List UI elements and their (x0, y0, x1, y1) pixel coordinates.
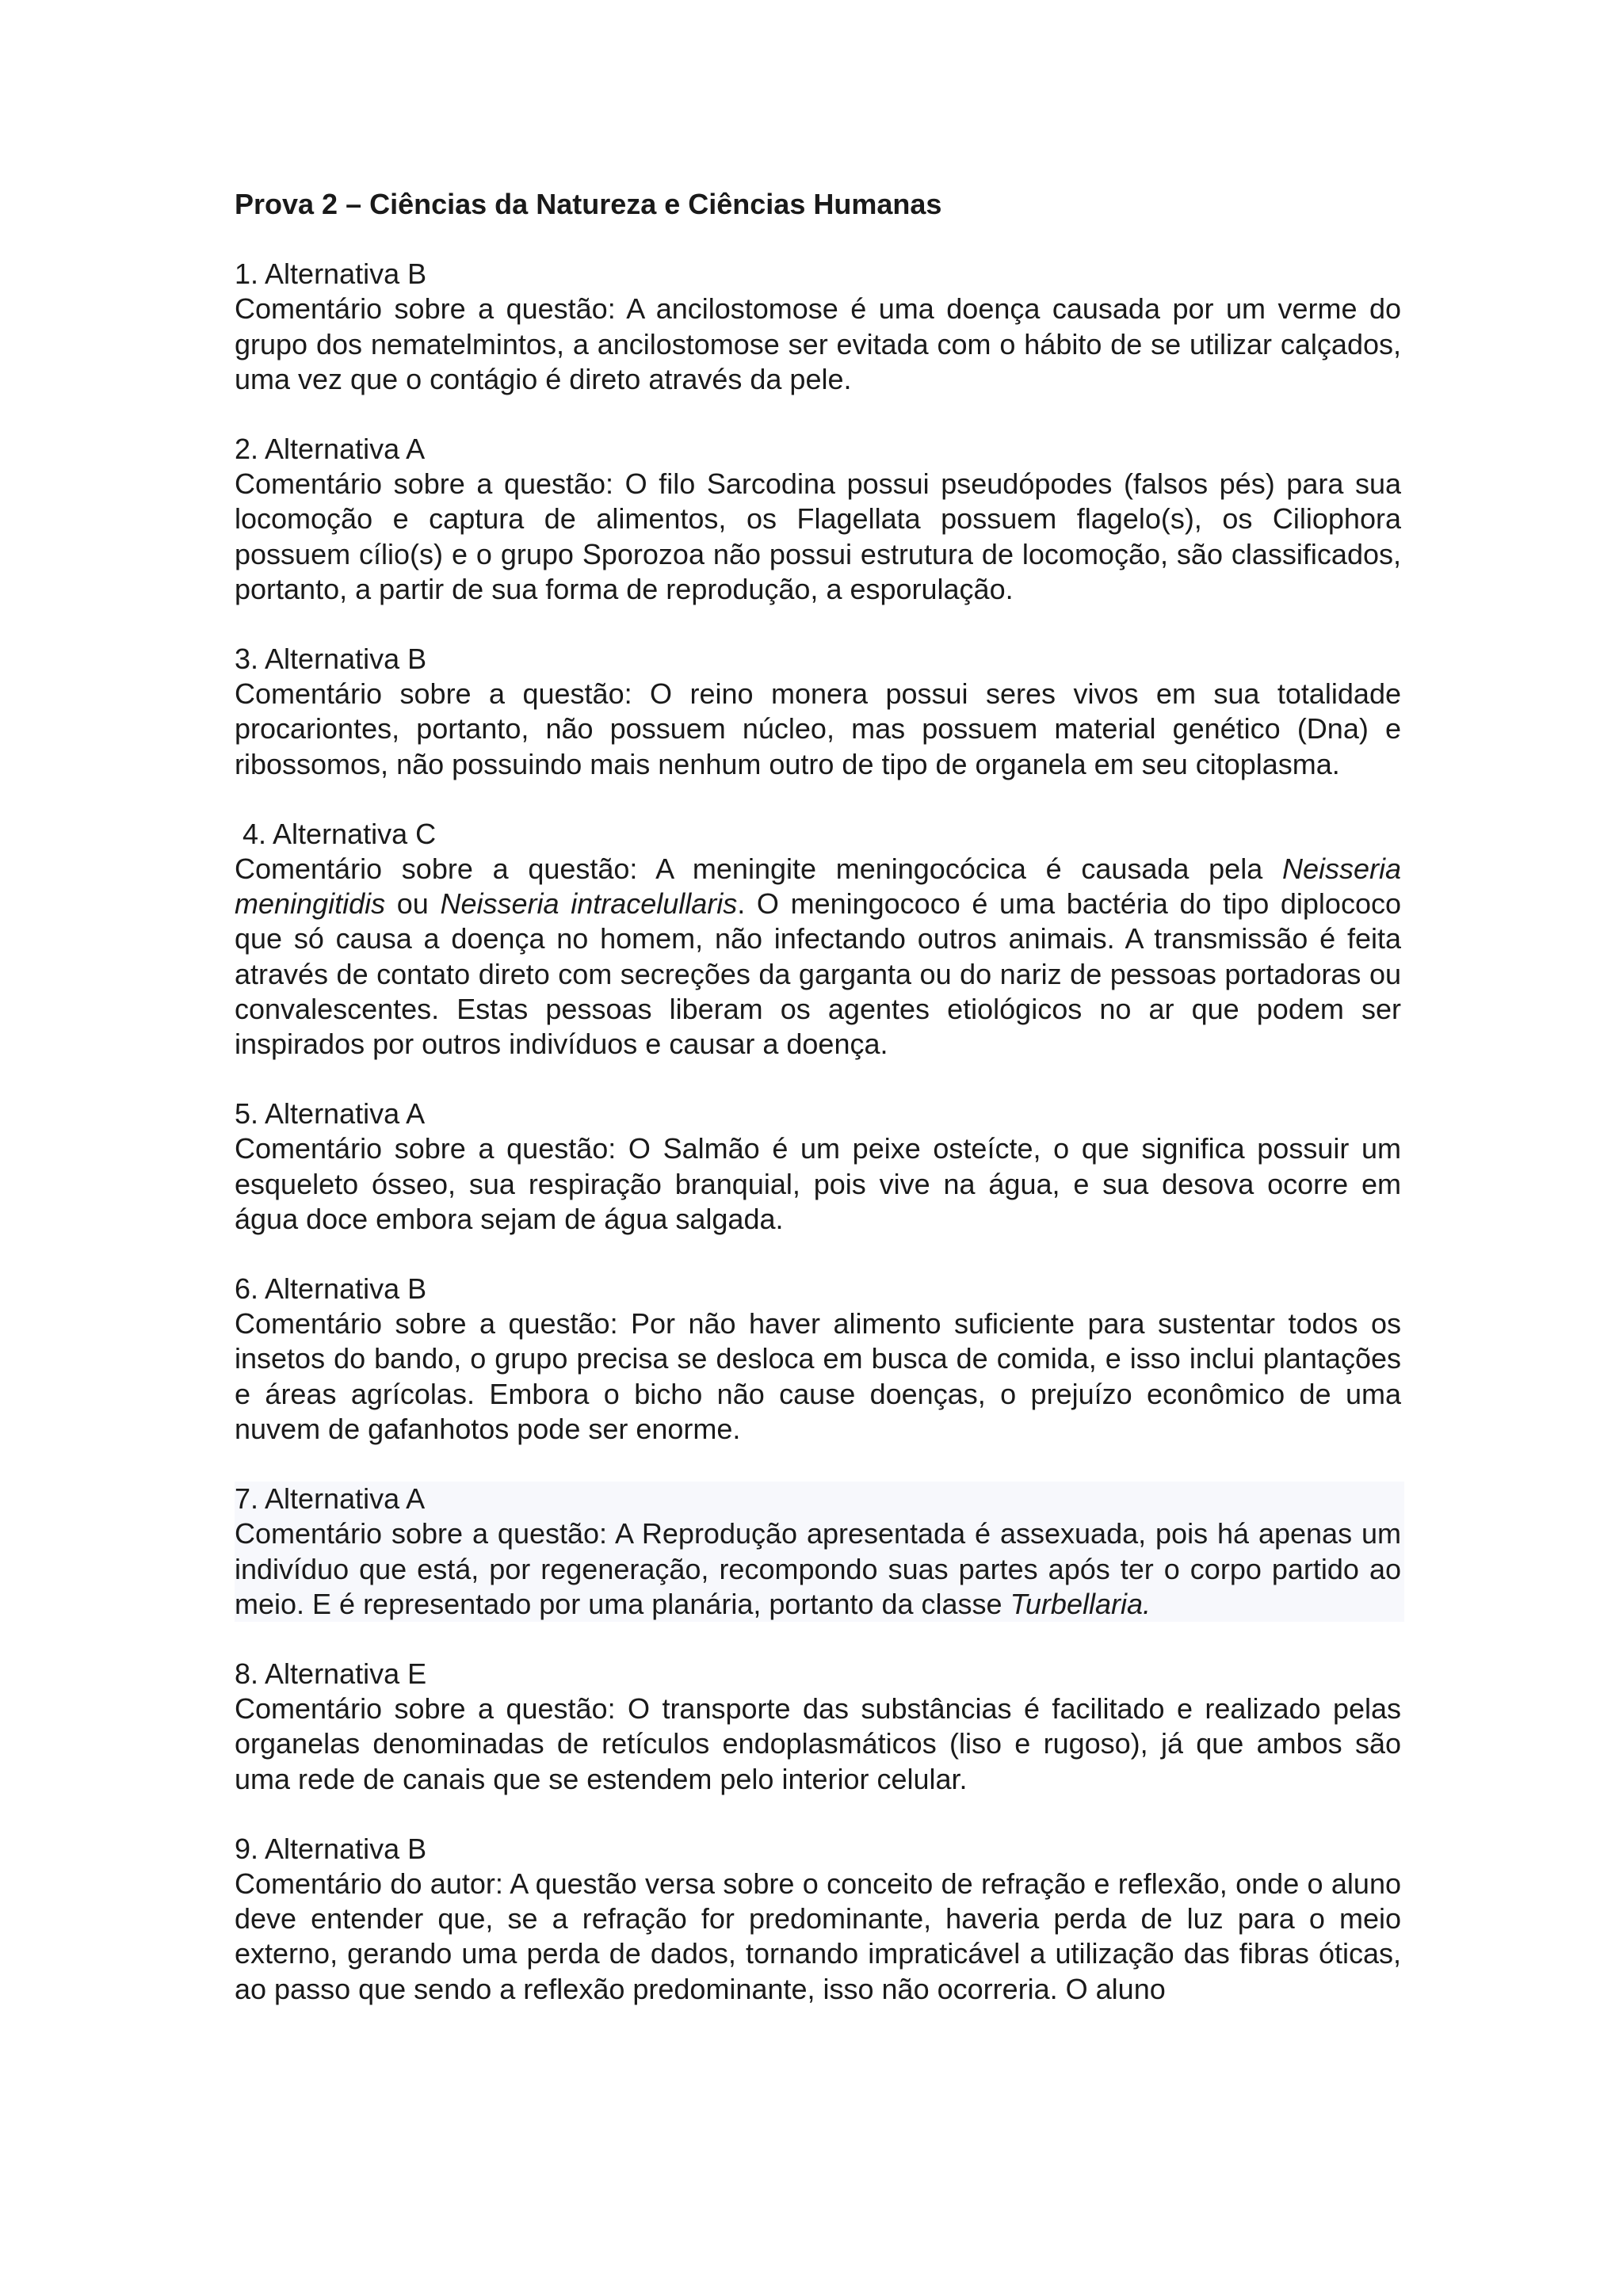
answer-item-6 (235, 1272, 1401, 1447)
answer-item-2 (235, 432, 1401, 607)
document-body (235, 187, 1401, 2042)
taxon-name: Turbellaria. (1010, 1587, 1151, 1620)
comment-text: Comentário sobre a questão: A Reprodução apresentada é assexuada, pois há apenas um indivíduo que está, por regeneração, recompondo suas partes após ter o corpo partido ao meio. E é representado por uma planária, portanto da classe (235, 1517, 1401, 1620)
answer-comment: Comentário sobre a questão: A ancilostomose é uma doença causada por um verme do grupo dos nematelmintos, a ancilostomose ser evitada com o hábito de se utilizar calçados, uma vez que o contágio é direto através da pele. (235, 292, 1401, 395)
answer-item-7 (235, 1482, 1404, 1622)
answer-comment: Comentário sobre a questão: O filo Sarcodina possui pseudópodes (falsos pés) para sua locomoção e captura de alimentos, os Flagellata possuem flagelo(s), os Ciliophora possuem cílio(s) e o grupo Sporozoa não possui estrutura de locomoção, são classificados, portanto, a partir de sua forma de reprodução, a esporulação. (235, 467, 1401, 605)
answer-comment: Comentário do autor: A questão versa sobre o conceito de refração e reflexão, onde o aluno deve entender que, se a refração for predominante, haveria perda de luz para o meio externo, gerando uma perda de dados, tornando impraticável a utilização das fibras óticas, ao passo que sendo a reflexão predominante, isso não ocorreria. O aluno (235, 1867, 1401, 2005)
answer-label: 8. Alternativa E (235, 1657, 427, 1690)
answer-label: 5. Alternativa A (235, 1097, 426, 1131)
answer-item-5 (235, 1097, 1401, 1237)
answer-label: 6. Alternativa B (235, 1272, 427, 1306)
answer-comment (235, 1516, 1401, 1622)
comment-text: ou (396, 887, 429, 921)
answer-label: 9. Alternativa B (235, 1832, 427, 1865)
answer-comment: Comentário sobre a questão: O transporte das substâncias é facilitado e realizado pelas organelas denominadas de retículos endoplasmáticos (liso e rugoso), já que ambos são uma rede de canais que se estendem pelo interior celular. (235, 1692, 1401, 1795)
answer-item-4 (235, 817, 1401, 1062)
answer-label: 4. Alternativa C (242, 817, 437, 850)
answer-comment: Comentário sobre a questão: O Salmão é um peixe osteícte, o que significa possuir um esqueleto ósseo, sua respiração branquial, pois vive na água, e sua desova ocorre em água doce embora sejam de água salgada. (235, 1132, 1401, 1235)
answer-item-8 (235, 1657, 1401, 1797)
answer-label: 1. Alternativa B (235, 257, 427, 291)
answer-comment: Comentário sobre a questão: Por não haver alimento suficiente para sustentar todos os insetos do bando, o grupo precisa se desloca em busca de comida, e isso inclui plantações e áreas agrícolas. Embora o bicho não cause doenças, o prejuízo econômico de uma nuvem de gafanhotos pode ser enorme. (235, 1307, 1401, 1445)
answer-item-9 (235, 1832, 1401, 2007)
comment-text: Comentário sobre a questão: A meningite meningocócica é causada pela (235, 852, 1263, 886)
answer-label: 2. Alternativa A (235, 433, 426, 466)
answer-label: 7. Alternativa A (235, 1482, 426, 1516)
comment-text: . O meningococo é uma bactéria do tipo diplococo que só causa a doença no homem, não infectando outros animais. A transmissão é feita através de contato direto com secreções da garganta ou do nariz de pessoas portadoras ou convalescentes. Estas pessoas liberam os agentes etiológicos no ar que podem ser inspirados por outros indivíduos e causar a doença. (235, 887, 1401, 1061)
answer-comment (235, 852, 1401, 1062)
answer-label: 3. Alternativa B (235, 643, 427, 676)
species-name: Neisseria meningitidis (235, 852, 1401, 921)
page-title: Prova 2 – Ciências da Natureza e Ciências Humanas (235, 188, 942, 220)
answer-item-1 (235, 257, 1401, 397)
species-name: Neisseria intracelullaris (440, 887, 738, 921)
answer-comment: Comentário sobre a questão: O reino monera possui seres vivos em sua totalidade procariontes, portanto, não possuem núcleo, mas possuem material genético (Dna) e ribossomos, não possuindo mais nenhum outro de tipo de organela em seu citoplasma. (235, 677, 1401, 780)
answer-item-3 (235, 642, 1401, 782)
